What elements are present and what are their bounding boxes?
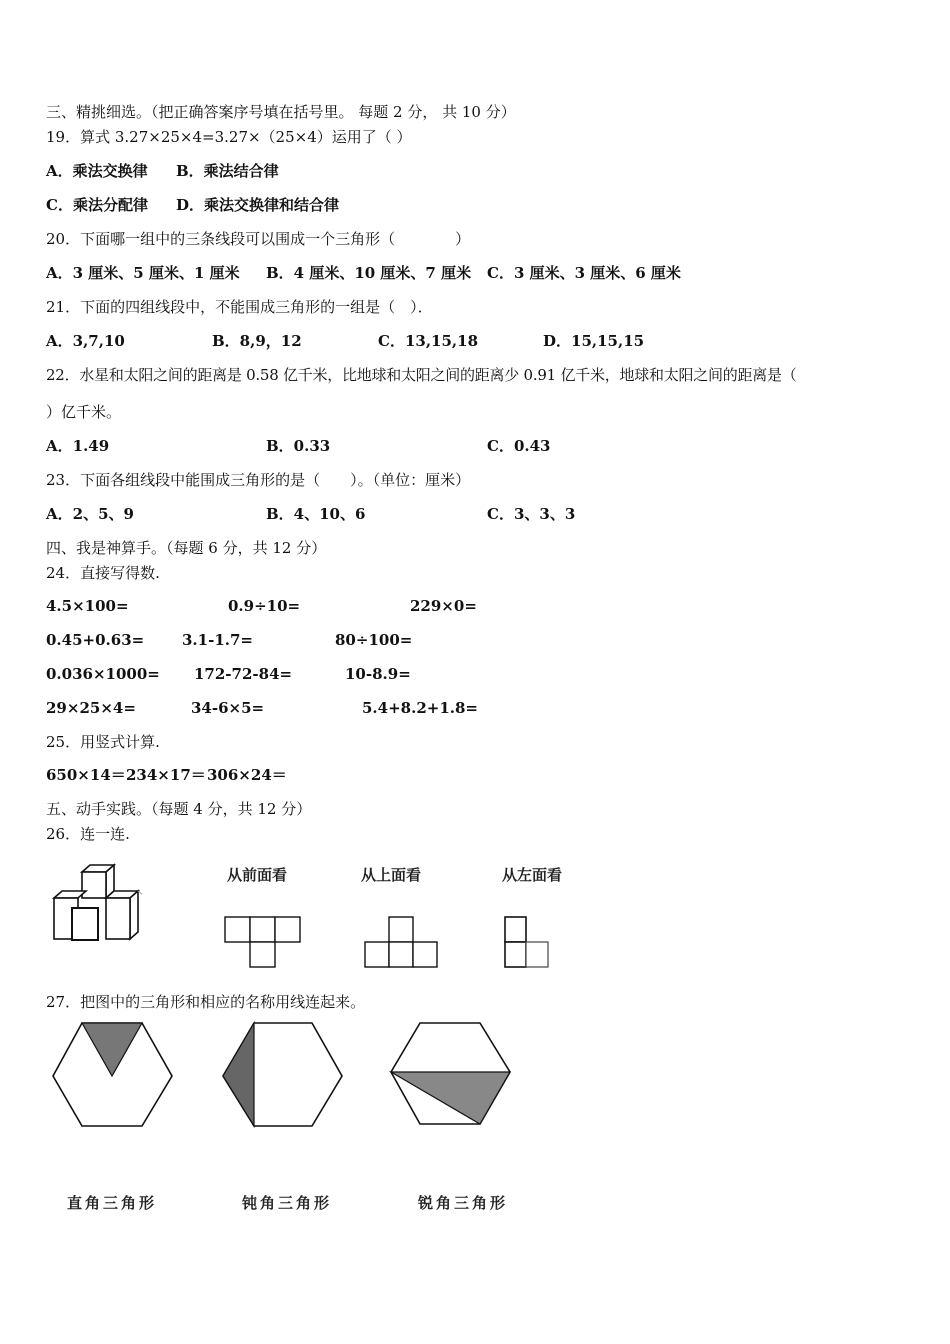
q24-item: 0.45+0.63= (46, 631, 145, 649)
q25-item: 306×24＝ (207, 766, 287, 784)
left-view-figure (500, 914, 556, 970)
hexagon-obtuse-triangle-figure (220, 1018, 346, 1130)
q20-option-b: B．4 厘米、10 厘米、7 厘米 (266, 264, 472, 282)
section3-heading: 三、精挑细选。（把正确答案序号填在括号里。 每题 2 分， 共 10 分） (46, 103, 516, 121)
q24-item: 34-6×5= (191, 699, 265, 717)
triangle-name-acute: 锐角三角形 (418, 1194, 509, 1212)
top-view-figure (361, 914, 445, 970)
q21-stem: 21．下面的四组线段中，不能围成三角形的一组是（ ）． (46, 298, 433, 316)
q19-option-d: D．乘法交换律和结合律 (176, 196, 340, 214)
q26-stem: 26．连一连. (46, 825, 130, 843)
q24-item: 0.9÷10= (228, 597, 301, 615)
q25-stem: 25．用竖式计算. (46, 733, 160, 751)
q24-item: 3.1-1.7= (182, 631, 253, 649)
q23-stem: 23．下面各组线段中能围成三角形的是（ ）。（单位：厘米） (46, 471, 471, 489)
q20-option-c: C．3 厘米、3 厘米、6 厘米 (487, 264, 681, 282)
q19-option-a: A．乘法交换律 (46, 162, 148, 180)
q25-item: 650×14＝ (46, 766, 126, 784)
q23-option-c: C．3、3、3 (487, 505, 576, 523)
q24-item: 4.5×100= (46, 597, 129, 615)
q20-stem: 20．下面哪一组中的三条线段可以围成一个三角形（ ） (46, 230, 471, 248)
q19-option-b: B．乘法结合律 (176, 162, 279, 180)
section4-heading: 四、我是神算手。（每题 6 分，共 12 分） (46, 539, 327, 557)
q24-item: 229×0= (410, 597, 477, 615)
q24-stem: 24．直接写得数. (46, 564, 160, 582)
q22-option-c: C．0.43 (487, 437, 551, 455)
view-label-top: 从上面看 (361, 866, 422, 884)
hexagon-right-triangle-figure (50, 1018, 176, 1130)
q24-item: 29×25×4= (46, 699, 136, 717)
q24-item: 5.4+8.2+1.8= (362, 699, 478, 717)
section5-heading: 五、动手实践。（每题 4 分，共 12 分） (46, 800, 312, 818)
q24-item: 10-8.9= (345, 665, 411, 683)
q22-option-b: B．0.33 (266, 437, 331, 455)
view-label-left: 从左面看 (502, 866, 563, 884)
q22-stem-line2: ）亿千米。 (46, 403, 122, 421)
q19-option-c: C．乘法分配律 (46, 196, 148, 214)
triangle-name-right: 直角三角形 (67, 1194, 158, 1212)
q24-item: 80÷100= (335, 631, 413, 649)
q27-stem: 27．把图中的三角形和相应的名称用线连起来。 (46, 993, 366, 1011)
q21-option-b: B．8,9，12 (212, 332, 302, 350)
q22-stem-line1: 22．水星和太阳之间的距离是 0.58 亿千米，比地球和太阳之间的距离少 0.91 亿千米，地球和太阳之间的距离是（ (46, 366, 797, 384)
triangle-name-obtuse: 钝角三角形 (242, 1194, 333, 1212)
q23-option-b: B．4、10、6 (266, 505, 366, 523)
q21-option-a: A．3,7,10 (46, 332, 125, 350)
q24-item: 0.036×1000= (46, 665, 160, 683)
hexagon-acute-triangle-figure (388, 1018, 514, 1130)
cube-stack-figure (50, 862, 150, 946)
q21-option-c: C．13,15,18 (378, 332, 479, 350)
q24-item: 172-72-84= (194, 665, 293, 683)
q22-option-a: A．1.49 (46, 437, 110, 455)
view-label-front: 从前面看 (227, 866, 288, 884)
q23-option-a: A．2、5、9 (46, 505, 134, 523)
q25-item: 234×17＝ (126, 766, 206, 784)
front-view-figure (222, 914, 326, 970)
q21-option-d: D．15,15,15 (543, 332, 645, 350)
q19-stem: 19．算式 3.27×25×4=3.27×（25×4）运用了（ ） (46, 128, 412, 146)
q20-option-a: A．3 厘米、5 厘米、1 厘米 (46, 264, 240, 282)
